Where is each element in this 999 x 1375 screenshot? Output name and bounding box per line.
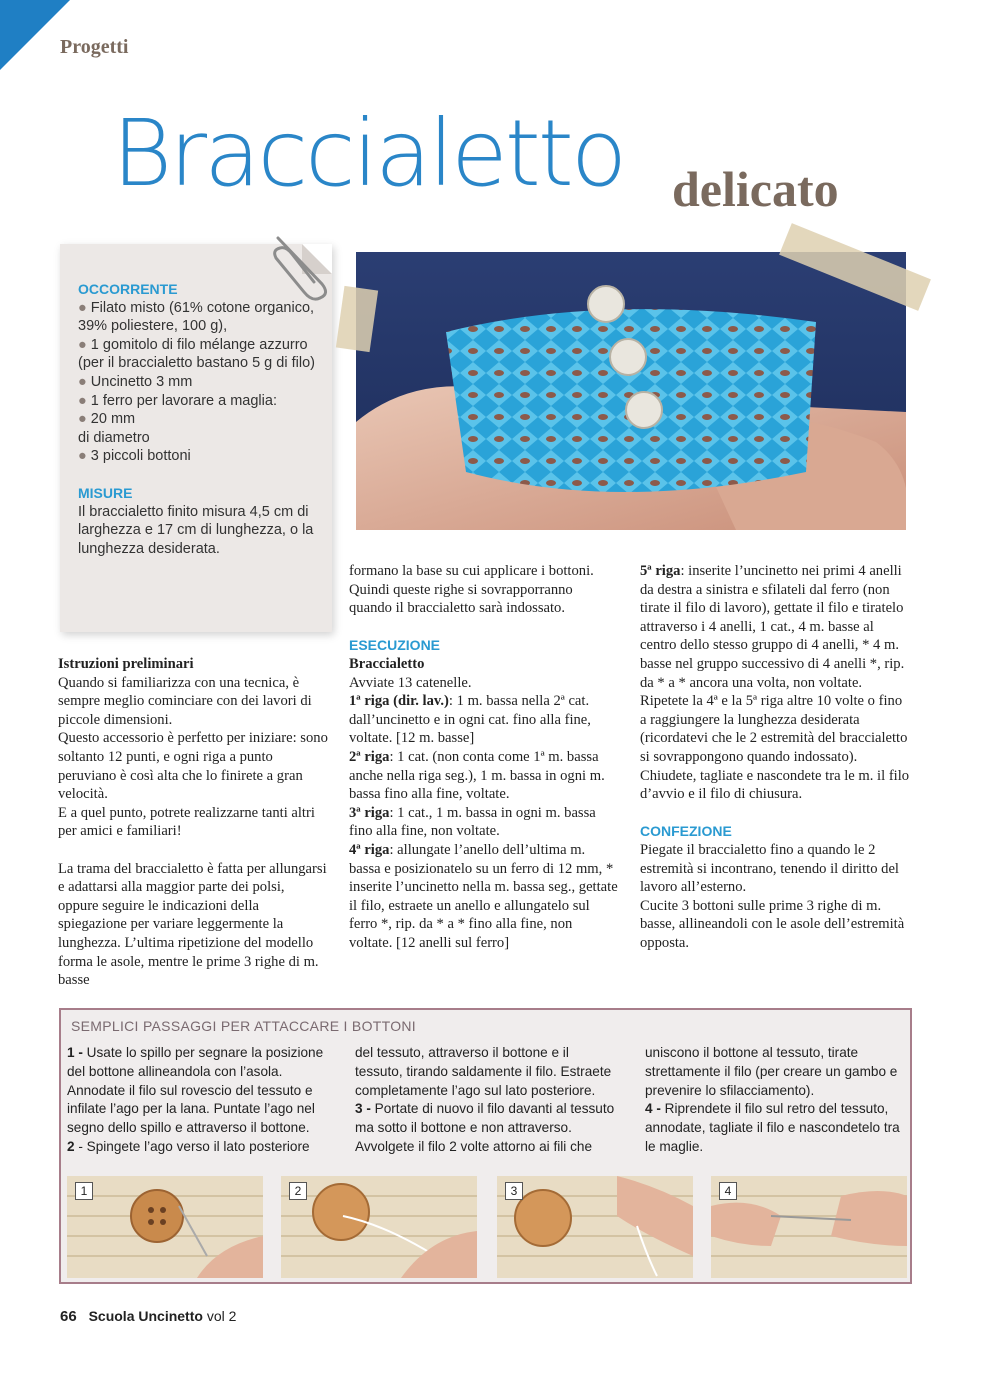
- bullet-icon: ●: [78, 411, 87, 428]
- bracelet-illustration: [356, 252, 906, 530]
- paragraph: Questo accessorio è perfetto per iniziare: sono soltanto 12 punti, e ogni riga a punto peruviano è così alta che lo finirete a gran velocità.: [58, 730, 328, 803]
- paragraph: Cucite 3 bottoni sulle prime 3 righe di m. basse, allineandoli con le asole dell’estremità opposta.: [640, 897, 905, 951]
- paperclip-icon: [270, 232, 332, 304]
- occorrente-heading: OCCORRENTE: [78, 281, 178, 297]
- materials-item: ● 20 mm: [78, 411, 136, 428]
- bullet-icon: ●: [78, 392, 87, 409]
- bullet-icon: ●: [78, 373, 87, 390]
- row-instruction: 4ª riga: allungate l’anello dell’ultima m. bassa e posizionatelo su un ferro di 12 mm, * inserite l’uncinetto nella m. bassa seg., gettate il filo, estraete un anello e allungatelo sul ferro *, rip. da * a * fino alla fine, non voltate. [12 anelli sul ferro]: [349, 841, 618, 951]
- step-photo-3: [497, 1176, 693, 1278]
- materials-item: di diametro: [78, 429, 150, 446]
- page-title: Braccialetto: [112, 100, 625, 207]
- steps-title: SEMPLICI PASSAGGI PER ATTACCARE I BOTTONI: [71, 1018, 416, 1034]
- paragraph: Chiudete, tagliate e nascondete tra le m. il filo d’avvio e il filo di chiusura.: [640, 767, 910, 803]
- section-label: Progetti: [60, 36, 129, 58]
- step-3-cont: uniscono il bottone al tessuto, tirate strettamente il filo (per creare un gambo e prevenire lo sfilacciamento).: [645, 1045, 898, 1098]
- step-2-cont: del tessuto, attraverso il bottone e il tessuto, tirando saldamente il filo. Estraete completamente l’ago sul lato posteriore.: [355, 1045, 612, 1098]
- bracelet-subheading: Braccialetto: [349, 655, 425, 672]
- row-instruction: 5ª riga: inserite l’uncinetto nei primi 4 anelli da destra a sinistra e sfilateli dal ferro (non tirate il filo di lavoro), gettate il filo e tiratelo attraverso i 4 anelli, 1 cat., 4 m. basse al centro dello stesso gruppo di 4 anelli, * 4 m. basse nel gruppo successivo di 4 anelli *, rip. da * a * ancora una volta, non voltate.: [640, 563, 905, 691]
- column-right: [640, 562, 912, 952]
- bullet-icon: ●: [78, 448, 87, 465]
- publication-name: Scuola Uncinetto: [88, 1308, 203, 1324]
- paragraph: Avviate 13 catenelle.: [349, 674, 472, 691]
- step-illustration: [67, 1176, 263, 1278]
- materials-item: ● 1 gomitolo di filo mélange azzurro (per il braccialetto bastano 5 g di filo): [78, 336, 315, 372]
- bullet-icon: ●: [78, 299, 87, 316]
- publication-volume: vol 2: [206, 1308, 237, 1324]
- misure-text: Il braccialetto finito misura 4,5 cm di larghezza e 17 cm di lunghezza, o la lunghezza desiderata.: [78, 503, 314, 557]
- step-photo-4: [711, 1176, 907, 1278]
- steps-panel: [59, 1008, 912, 1284]
- paragraph: E a quel punto, potrete realizzarne tanti altri per amici e familiari!: [58, 804, 315, 840]
- materials-item: ● Filato misto (61% cotone organico, 39% poliestere, 100 g),: [78, 299, 315, 335]
- esecuzione-heading: ESECUZIONE: [349, 637, 441, 654]
- step-1: 1 - Usate lo spillo per segnare la posizione del bottone allineandola con l’asola. Annodate il filo sul rovescio del tessuto e infilate l’ago per la lana. Puntate l’ago nel segno dello spillo e attraverso il bottone.: [67, 1045, 324, 1136]
- step-4: 4 - Riprendete il filo sul retro del tessuto, annodate, tagliate il filo e nascondetelo tra le maglie.: [645, 1101, 900, 1154]
- row-instruction: 1ª riga (dir. lav.): 1 m. bassa nella 2ª cat. dall’uncinetto e in ogni cat. fino alla fine, voltate. [12 m. basse]: [349, 693, 591, 747]
- step-illustration: [497, 1176, 693, 1278]
- steps-column-1: [67, 1044, 329, 1157]
- misure-heading: MISURE: [78, 484, 133, 501]
- bracelet-photo: [356, 252, 906, 530]
- paragraph: La trama del braccialetto è fatta per allungarsi e adattarsi alla maggior parte dei polsi, oppure seguire le indicazioni della spiegazione per variare leggermente la lunghezza. L’ultima ripetizione del modello forma le asole, mentre le prime 3 righe di m. basse: [58, 860, 327, 989]
- paragraph: Quando si familiarizza con una tecnica, è sempre meglio cominciare con dei lavori di piccole dimensioni.: [58, 674, 312, 728]
- column-left: [58, 655, 328, 990]
- steps-column-3: [645, 1044, 907, 1157]
- paragraph: Piegate il braccialetto fino a quando le 2 estremità si incontrano, tenendo il diritto del lavoro all’esterno.: [640, 841, 899, 896]
- page-number: 66: [60, 1308, 77, 1325]
- step-photo-number: 4: [719, 1182, 737, 1200]
- step-photo-1: [67, 1176, 263, 1278]
- bullet-icon: ●: [78, 336, 87, 353]
- paragraph: Ripetete la 4ª e la 5ª riga altre 10 volte o fino a raggiungere la lunghezza desiderata (ricordatevi che le 2 estremità del braccialetto si sovrappongono quando indossato).: [640, 693, 908, 765]
- step-photo-number: 3: [505, 1182, 523, 1200]
- confezione-heading: CONFEZIONE: [640, 823, 732, 840]
- step-3: 3 - Portate di nuovo il filo davanti al tessuto ma sotto il bottone e non attraverso. Avvolgete il filo 2 volte attorno ai fili che: [355, 1101, 615, 1154]
- step-photo-number: 1: [75, 1182, 93, 1200]
- paragraph: formano la base su cui applicare i bottoni. Quindi queste righe si sovrapporranno quando il braccialetto sarà indossato.: [349, 563, 594, 617]
- row-instruction: 2ª riga: 1 cat. (non conta come 1ª m. bassa anche nella riga seg.), 1 m. bassa in ogni m. bassa fino alla fine, voltate.: [349, 748, 605, 803]
- instructions-heading: Istruzioni preliminari: [58, 656, 194, 672]
- row-instruction: 3ª riga: 1 cat., 1 m. bassa in ogni m. bassa fino alla fine, non voltate.: [349, 804, 596, 840]
- step-photo-2: [281, 1176, 477, 1278]
- materials-item: ● 1 ferro per lavorare a maglia:: [78, 392, 277, 409]
- materials-item: ● Uncinetto 3 mm: [78, 373, 193, 390]
- page-footer: [60, 1308, 236, 1325]
- corner-tab: [0, 0, 70, 70]
- page-subtitle: delicato: [672, 161, 839, 217]
- step-illustration: [711, 1176, 907, 1278]
- step-illustration: [281, 1176, 477, 1278]
- step-2: 2 - Spingete l’ago verso il lato posteriore: [67, 1138, 310, 1154]
- step-photo-number: 2: [289, 1182, 307, 1200]
- column-middle: [349, 562, 619, 952]
- steps-column-2: [355, 1044, 617, 1157]
- materials-content: [78, 280, 326, 558]
- materials-item: ● 3 piccoli bottoni: [78, 448, 191, 465]
